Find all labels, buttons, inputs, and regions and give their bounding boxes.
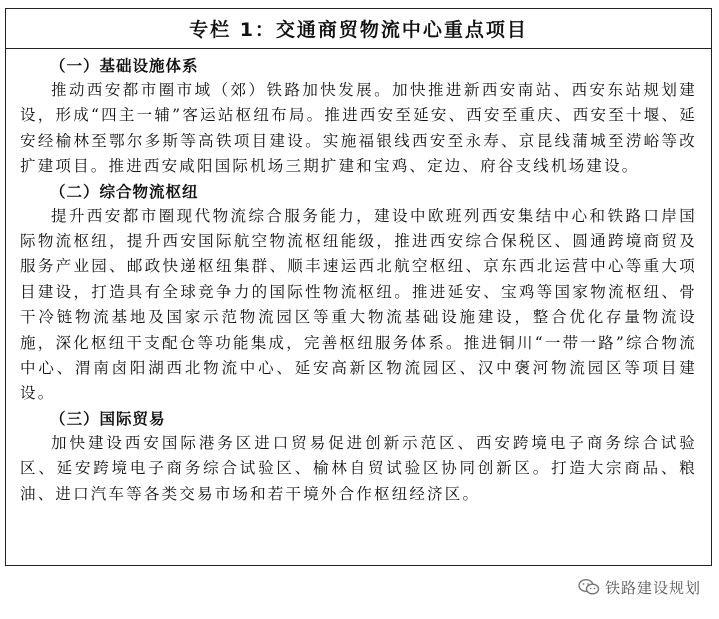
section-text-logistics-hub: 提升西安都市圈现代物流综合服务能力，建设中欧班列西安集结中心和铁路口岸国际物流枢纽，提升西安国际航空物流枢纽能级，推进西安综合保税区、圆通跨境商贸及服务产业园、邮政快递枢纽集群、顺丰速运西北航空枢纽、京东西北运营中心等重大项目建设，打造具有全球竞争力的国际性物流枢纽。推进延安、宝鸡等国家物流枢纽、骨干冷链物流基地及国家示范物流园区等重大物流基础设施建设，整合优化存量物流设施，深化枢纽干支配仓等功能集成，完善枢纽服务体系。推进铜川“一带一路”综合物流中心、渭南卤阳湖西北物流中心、延安高新区物流园区、汉中褒河物流园区等项目建设。 [20,206,697,403]
section-heading-logistics-hub: （二）综合物流枢纽 [50,181,199,201]
column-content [6,49,711,507]
section-text-international-trade: 加快建设西安国际港务区进口贸易促进创新示范区、西安跨境电子商务综合试验区、延安跨境电子商务综合试验区、榆林自贸试验区协同创新区。打造大宗商品、粮油、进口汽车等各类交易市场和若干境外合作枢纽经济区。 [20,433,697,503]
wechat-icon [578,578,600,596]
title-bar [6,9,711,49]
watermark-text: 铁路建设规划 [604,578,701,597]
section-text-infrastructure: 推动西安都市圈市域（郊）铁路加快发展。加快推进新西安南站、西安东站规划建设，形成“四主一辅”客运站枢纽布局。推进西安至延安、西安至重庆、西安至十堰、延安经榆林至鄂尔多斯等高铁项目建设。实施福银线西安至永寿、京昆线蒲城至涝峪等改扩建项目。推进西安咸阳国际机场三期扩建和宝鸡、定边、府谷支线机场建设。 [20,81,697,176]
watermark [574,575,705,599]
section-heading-international-trade: （三）国际贸易 [50,408,166,428]
column-box [5,8,712,566]
section-heading-infrastructure: （一）基础设施体系 [50,56,199,75]
column-title: 专栏 1：交通商贸物流中心重点项目 [189,19,528,41]
